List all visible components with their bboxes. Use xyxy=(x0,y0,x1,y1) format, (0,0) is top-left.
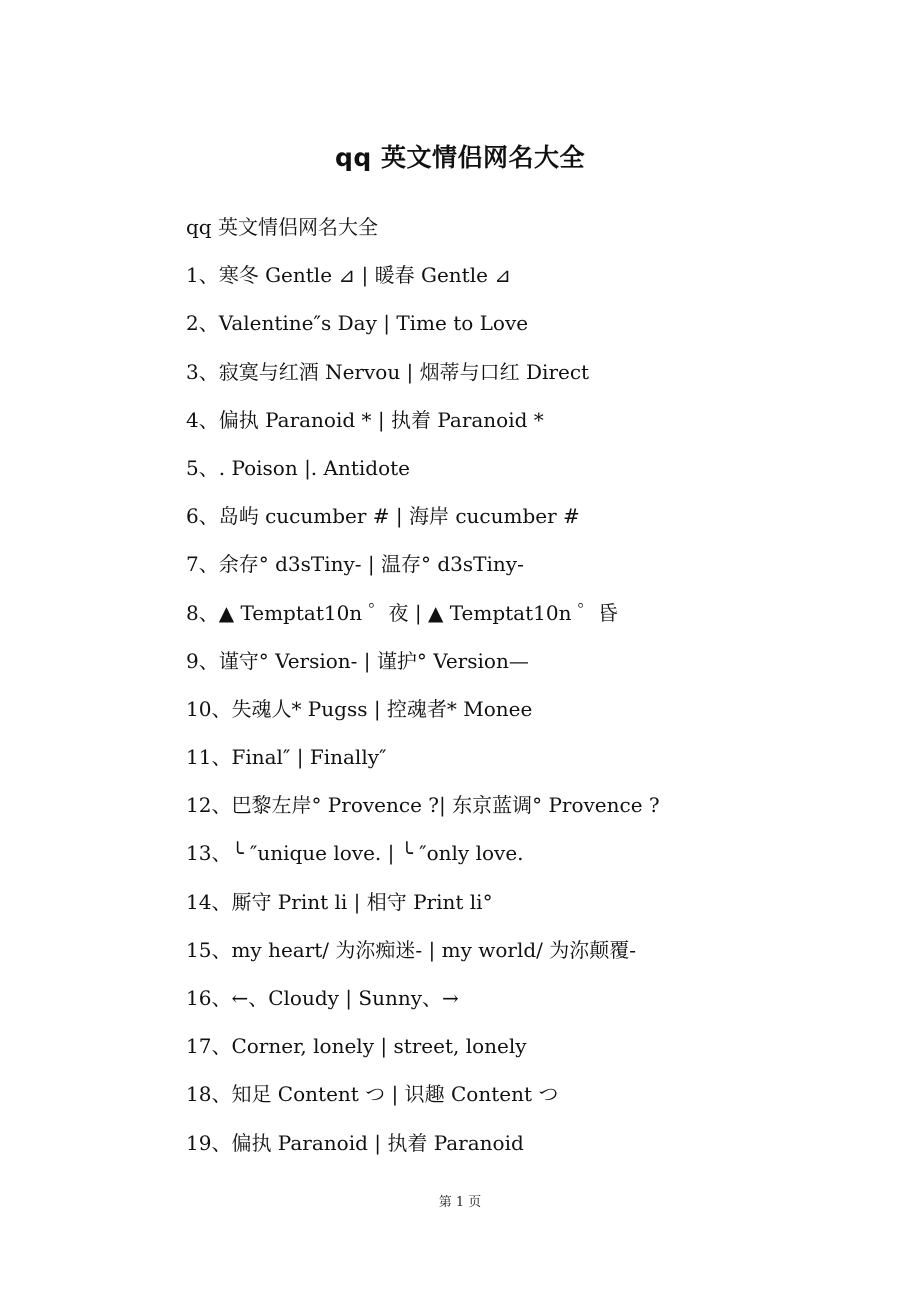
page-number: 第 1 页 xyxy=(438,1195,482,1210)
list-item: 11、Final″ | Finally″ xyxy=(186,745,387,770)
list-item: 3、寂寞与红酒 Nervou | 烟蒂与口红 Direct xyxy=(186,359,590,384)
list-item: 9、谨守° Version- | 谨护° Version— xyxy=(186,648,529,673)
list-item: 19、偏执 Paranoid | 执着 Paranoid xyxy=(186,1130,524,1155)
list-item: 17、Corner, lonely | street, lonely xyxy=(186,1034,527,1059)
list-item: 12、巴黎左岸° Provence ?| 东京蓝调° Provence ? xyxy=(186,793,660,818)
list-item: 13、╰ ″unique love. | ╰ ″only love. xyxy=(186,841,524,866)
list-item: 7、余存° d3sTiny- | 温存° d3sTiny- xyxy=(186,552,524,577)
list-item: 15、my heart/ 为沵痴迷- | my world/ 为沵颠覆- xyxy=(186,937,637,962)
list-item: 2、Valentine″s Day | Time to Love xyxy=(186,311,529,336)
document-body xyxy=(186,207,886,1171)
page-title: qq 英文情侣网名大全 xyxy=(335,143,585,172)
list-item: 1、寒冬 Gentle ⊿ | 暖春 Gentle ⊿ xyxy=(186,263,512,288)
list-item: 16、←、Cloudy | Sunny、→ xyxy=(186,986,459,1010)
list-item: 6、岛屿 cucumber # | 海岸 cucumber # xyxy=(186,504,580,529)
intro-line: qq 英文情侣网名大全 xyxy=(186,215,378,239)
list-item: 4、偏执 Paranoid * | 执着 Paranoid * xyxy=(186,407,544,432)
list-item: 8、▲ Temptat10n ゜夜 | ▲ Temptat10n ゜昏 xyxy=(186,600,618,625)
list-item: 5、. Poison |. Antidote xyxy=(186,455,410,480)
list-item: 18、知足 Content つ | 识趣 Content つ xyxy=(186,1082,559,1107)
list-item: 10、失魂人* Pugss | 控魂者* Monee xyxy=(186,696,533,721)
list-item: 14、厮守 Print li | 相守 Print li° xyxy=(186,889,493,914)
